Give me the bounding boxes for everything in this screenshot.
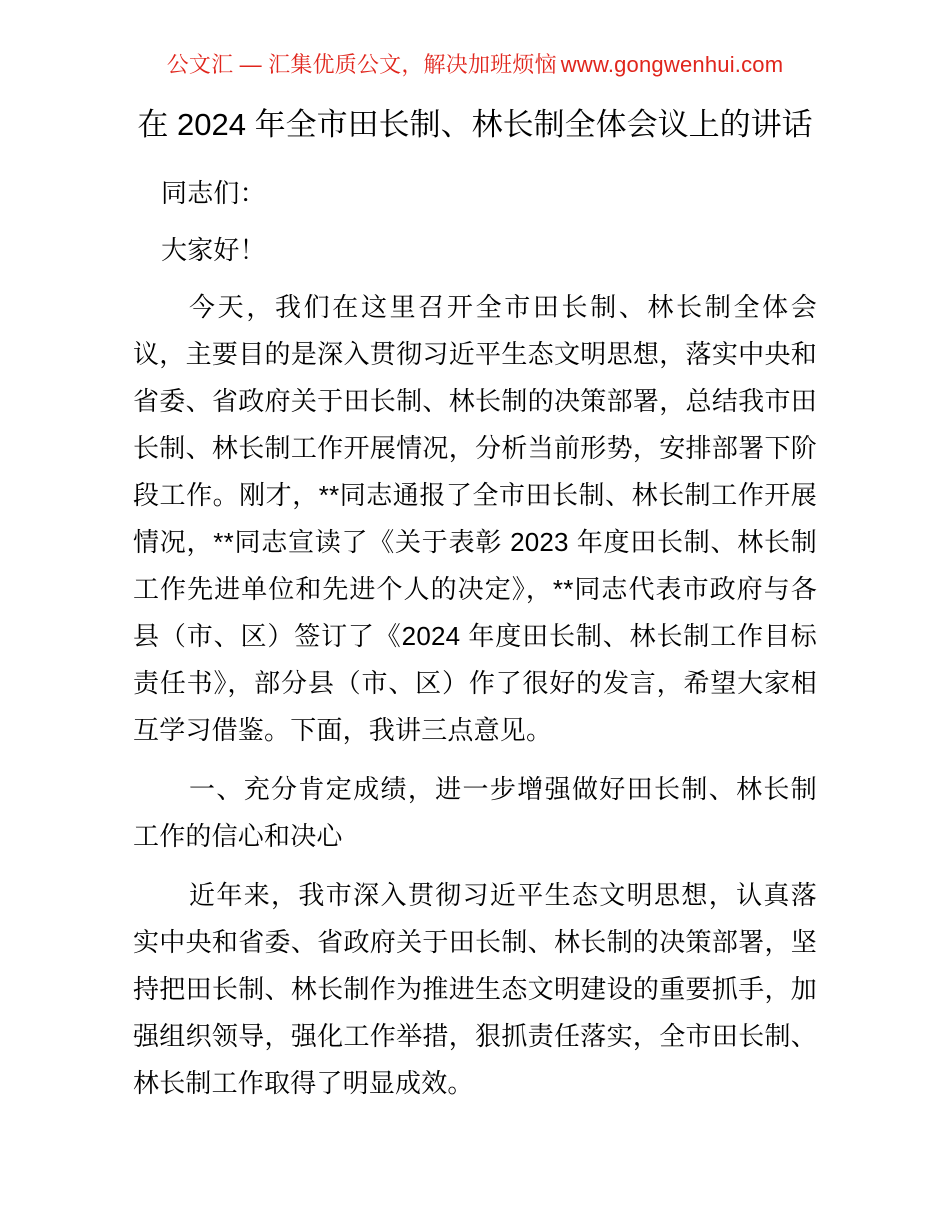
banner-website-url: www.gongwenhui.com bbox=[560, 52, 784, 77]
spacer-before-section-heading bbox=[133, 754, 817, 766]
site-watermark-banner bbox=[0, 0, 950, 78]
section-heading-1: 一、充分肯定成绩，进一步增强做好田长制、林长制工作的信心和决心 bbox=[133, 774, 817, 852]
section-1-paragraph-1: 近年来，我市深入贯彻习近平生态文明思想，认真落实中央和省委、省政府关于田长制、林长制的决策部署，坚持把田长制、林长制作为推进生态文明建设的重要抓手，加强组织领导，强化工作举措，狠抓责任落实，全市田长制、林长制工作取得了明显成效。 bbox=[133, 880, 817, 1099]
spacer-after-title bbox=[133, 148, 817, 170]
spacer-after-section-heading bbox=[133, 860, 817, 872]
spacer-after-greeting bbox=[133, 274, 817, 284]
greeting-line: 大家好！ bbox=[161, 235, 266, 266]
intro-paragraph: 今天，我们在这里召开全市田长制、林长制全体会议，主要目的是深入贯彻习近平生态文明思想，落实中央和省委、省政府关于田长制、林长制的决策部署，总结我市田长制、林长制工作开展情况，分析当前形势，安排部署下阶段工作。刚才，**同志通报了全市田长制、林长制工作开展情况，**同志宣读了《关于表彰 2023 年度田长制、林长制工作先进单位和先进个人的决定》，**同志代表市政府与各县（市、区）签订了《2024 年度田长制、林长制工作目标责任书》，部分县（市、区）作了很好的发言，希望大家相互学习借鉴。下面，我讲三点意见。 bbox=[133, 292, 817, 746]
document-body bbox=[133, 78, 817, 1107]
spacer-after-salutation bbox=[133, 217, 817, 227]
salutation-line: 同志们： bbox=[161, 178, 266, 209]
banner-chinese-text: 公文汇 — 汇集优质公文，解决加班烦恼 bbox=[166, 52, 557, 77]
document-title: 在 2024 年全市田长制、林长制全体会议上的讲话 bbox=[137, 107, 813, 143]
